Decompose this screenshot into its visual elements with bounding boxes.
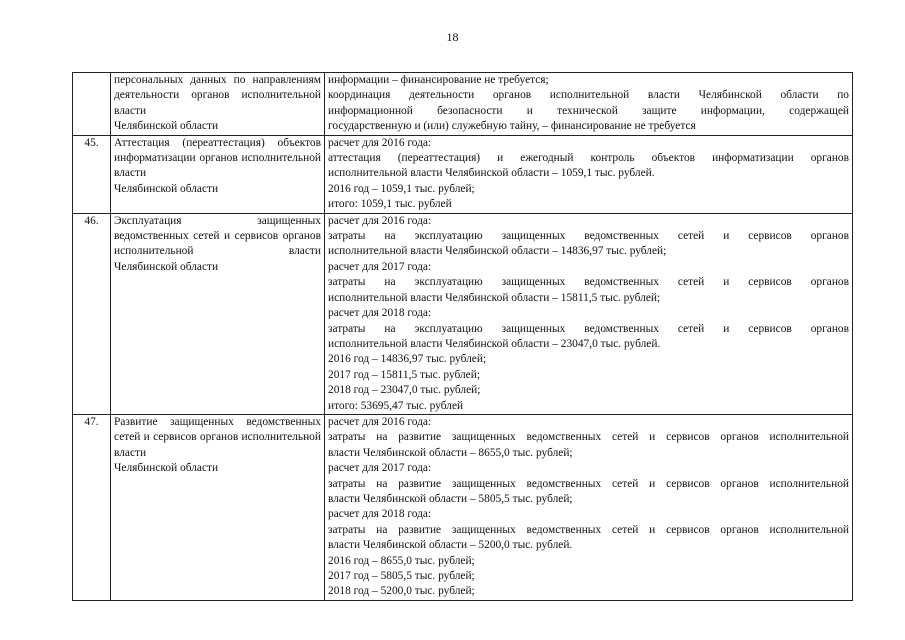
calculation-line: власти Челябинской области – 5805,5 тыс. рублей;	[328, 492, 573, 505]
activity-name-cell	[111, 135, 325, 213]
calculation-line: расчет для 2017 года:	[328, 462, 432, 475]
calculation-line: затраты на развитие защищенных ведомственных сетей и сервисов органов исполнительной	[328, 477, 849, 490]
calculation-line: исполнительной власти Челябинской области – 15811,5 тыс. рублей;	[328, 291, 661, 304]
activity-name-line: органов исполнительной власти	[114, 431, 321, 459]
calculation-line: расчет для 2017 года:	[328, 260, 432, 273]
calculation-line: расчет для 2018 года:	[328, 307, 432, 320]
calculation-line: затраты на эксплуатацию защищенных ведомственных сетей и сервисов органов	[328, 276, 849, 289]
calculation-line: государственную и (или) служебную тайну, – финансирование не требуется	[328, 120, 696, 133]
calculation-cell	[325, 414, 853, 600]
row-number	[73, 73, 111, 136]
calculation-line: информационной безопасности и технической защите информации, содержащей	[328, 104, 849, 117]
activity-name-line: Аттестация (переаттестация)	[114, 136, 265, 149]
table-row	[73, 135, 853, 213]
calculation-line: исполнительной власти Челябинской области – 14836,97 тыс. рублей;	[328, 245, 667, 258]
table-row	[73, 213, 853, 414]
activity-name-line: ведомственных сетей и сервисов	[114, 415, 321, 444]
calculation-line: координация деятельности органов исполнительной власти Челябинской области по	[328, 89, 849, 102]
activity-name-line: исполнительной власти	[114, 89, 321, 117]
activity-name-line: Развитие защищенных	[114, 415, 234, 428]
activity-name-last-line: Челябинской области	[114, 120, 219, 133]
calculation-line: 2016 год – 8655,0 тыс. рублей;	[328, 554, 475, 567]
calculation-line: 2018 год – 5200,0 тыс. рублей;	[328, 585, 475, 598]
table-row	[73, 73, 853, 136]
calculation-line: исполнительной власти Челябинской области – 23047,0 тыс. рублей.	[328, 337, 661, 350]
activity-name-cell	[111, 213, 325, 414]
calculation-line: 2018 год – 23047,0 тыс. рублей;	[328, 384, 481, 397]
activity-name-line: Эксплуатация защищенных	[114, 214, 321, 227]
activity-name-line: органов исполнительной власти	[114, 230, 321, 258]
calculation-line: затраты на развитие защищенных ведомственных сетей и сервисов органов исполнительной	[328, 523, 849, 536]
page-number: 18	[446, 30, 459, 44]
activity-name-line: направлениям деятельности органов	[114, 74, 321, 102]
row-number: 46.	[73, 213, 111, 414]
row-number: 45.	[73, 135, 111, 213]
activity-name-last-line: Челябинской области	[114, 462, 219, 475]
calculation-line: расчет для 2016 года:	[328, 214, 432, 227]
calculation-line: расчет для 2016 года:	[328, 136, 432, 149]
calculation-cell	[325, 213, 853, 414]
activity-name-line: ведомственных сетей и сервисов	[114, 230, 279, 243]
calculation-cell	[325, 73, 853, 136]
calculation-line: расчет для 2016 года:	[328, 415, 432, 428]
activity-name-line: персональных данных по	[114, 74, 246, 86]
table-body	[73, 73, 853, 601]
calculation-line: власти Челябинской области – 5200,0 тыс. рублей.	[328, 539, 573, 552]
activity-name-line: исполнительной власти	[114, 152, 321, 180]
calculation-line: власти Челябинской области – 8655,0 тыс. рублей;	[328, 446, 573, 459]
activity-name-last-line: Челябинской области	[114, 260, 219, 273]
calculation-line: затраты на эксплуатацию защищенных ведомственных сетей и сервисов органов	[328, 322, 849, 335]
calculation-line: аттестация (переаттестация) и ежегодный контроль объектов информатизации органов	[328, 152, 849, 165]
calculation-line: 2017 год – 5805,5 тыс. рублей;	[328, 570, 475, 582]
calculation-line: 2016 год – 1059,1 тыс. рублей;	[328, 182, 475, 195]
calculation-line: затраты на развитие защищенных ведомственных сетей и сервисов органов исполнительной	[328, 431, 849, 444]
activity-name-cell	[111, 414, 325, 600]
activity-name-last-line: Челябинской области	[114, 182, 219, 195]
activity-name-line: объектов информатизации органов	[114, 136, 321, 165]
calculation-line: исполнительной власти Челябинской области – 1059,1 тыс. рублей.	[328, 167, 655, 180]
calculation-line: затраты на эксплуатацию защищенных ведомственных сетей и сервисов органов	[328, 230, 849, 243]
calculation-line: 2017 год – 15811,5 тыс. рублей;	[328, 368, 480, 381]
calculation-line: итого: 1059,1 тыс. рублей	[328, 198, 452, 211]
table-row	[73, 414, 853, 600]
document-table	[72, 72, 853, 601]
calculation-line: расчет для 2018 года:	[328, 508, 432, 521]
calculation-line: информации – финансирование не требуется;	[328, 74, 549, 86]
activity-name-cell	[111, 73, 325, 136]
row-number: 47.	[73, 414, 111, 600]
calculation-line: итого: 53695,47 тыс. рублей	[328, 399, 464, 412]
calculation-cell	[325, 135, 853, 213]
calculation-line: 2016 год – 14836,97 тыс. рублей;	[328, 353, 487, 366]
